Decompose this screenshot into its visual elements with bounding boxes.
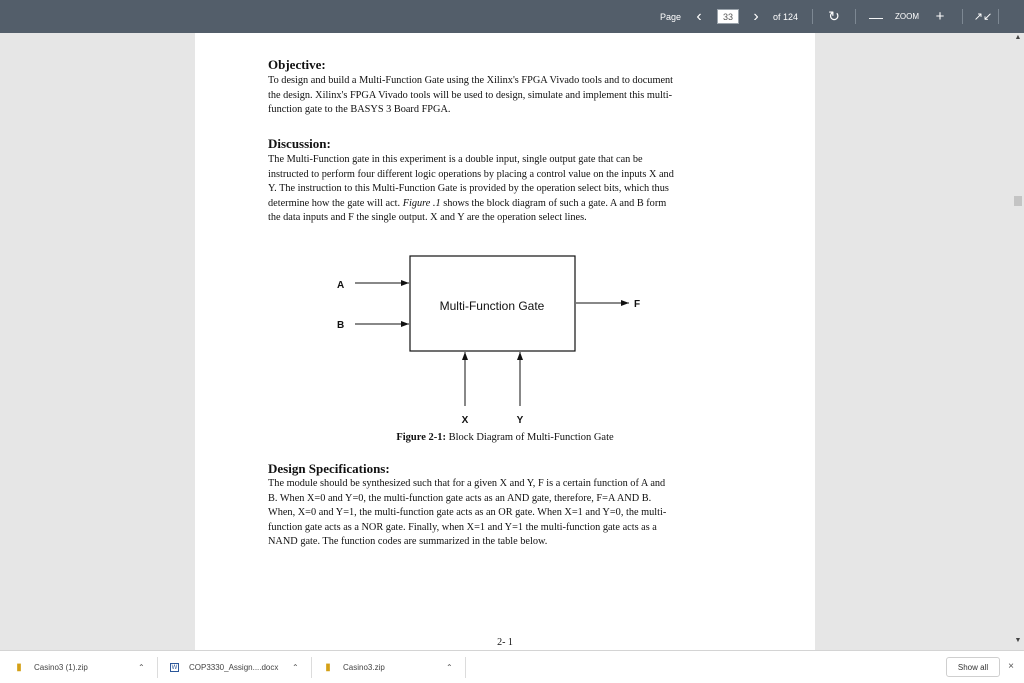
select-y-label: Y [516,415,524,426]
pdf-toolbar [0,0,1024,33]
specs-heading: Design Specifications: [268,461,390,476]
specs-line: When, X=0 and Y=1, the multi-function gate acts as an OR gate. When X=1 and Y=0, the multi- [268,507,667,519]
close-download-bar-icon[interactable]: × [1008,661,1014,672]
document-page [195,33,815,650]
caption-text: Block Diagram of Multi-Function Gate [448,432,614,443]
rotate-button[interactable] [824,0,844,33]
next-page-button[interactable] [749,0,763,33]
download-divider [311,657,312,678]
zip-file-icon: ▮ [325,662,331,673]
objective-line: To design and build a Multi-Function Gate using the Xilinx's FPGA Vivado tools and to document [268,75,674,86]
toolbar-divider [998,9,999,24]
discussion-line: the data inputs and F the single output. X and Y are the operation select lines. [268,212,587,224]
toolbar-divider [855,9,856,24]
discussion-heading: Discussion: [268,136,331,151]
download-filename: Casino3.zip [343,663,385,672]
previous-page-button[interactable] [692,0,706,33]
discussion-text: determine how the gate will act. [268,197,401,209]
zoom-label: ZOOM [895,12,919,21]
download-divider [157,657,158,678]
gate-block-label: Multi-Function Gate [439,299,545,313]
toolbar-divider [812,9,813,24]
discussion-line: The Multi-Function gate in this experiment is a double input, single output gate that can be [268,154,643,165]
discussion-line: instructed to perform four different logic operations by placing a control value on the inputs X and [268,168,674,180]
select-x-label: X [461,415,469,426]
rotate-icon: ↻ [828,8,840,24]
download-bar [0,650,1024,683]
caption-number: Figure 2-1: [396,432,446,443]
page-footer-number: 2- 1 [497,637,513,648]
download-item[interactable] [323,651,385,683]
zoom-out-button[interactable]: — [869,8,883,25]
page-label: Page [660,11,682,22]
scroll-down-button[interactable]: ▼ [1014,637,1022,644]
block-diagram [195,248,815,448]
show-all-downloads-button[interactable]: Show all [946,657,1000,677]
zip-file-icon: ▮ [16,662,22,673]
objective-paragraph [268,74,745,118]
objective-line: the design. Xilinx's FPGA Vivado tools will be used to design, simulate and implement this multi- [268,89,673,101]
download-options-chevron-icon[interactable]: ⌃ [292,663,299,672]
download-divider [465,657,466,678]
objective-heading: Objective: [268,57,326,72]
download-filename: COP3330_Assign....docx [189,663,279,672]
specs-line: The module should be synthesized such that for a given X and Y, F is a certain function of A and [268,478,666,489]
scroll-up-button[interactable]: ▲ [1014,34,1022,41]
download-options-chevron-icon[interactable]: ⌃ [138,663,145,672]
download-options-chevron-icon[interactable]: ⌃ [446,663,453,672]
toolbar-divider [962,9,963,24]
download-item[interactable] [170,651,278,683]
specs-line: function gate acts as a NOR gate. Finally, when X=1 and Y=1 the multi-function gate acts as a [268,521,657,533]
objective-line: function gate to the BASYS 3 Board FPGA. [268,104,451,116]
input-a-label: A [337,280,345,291]
scrollbar-thumb[interactable] [1014,196,1022,206]
discussion-line: Y. The instruction to this Multi-Function Gate is provided by the operation select bits, which thus [268,183,669,195]
output-f-label: F [634,299,641,310]
specs-line: B. When X=0 and Y=0, the multi-function gate acts as an AND gate, therefore, F=A AND B. [268,492,652,504]
discussion-line [268,197,745,212]
download-filename: Casino3 (1).zip [34,663,88,672]
page-number-input[interactable] [717,9,739,24]
zoom-in-button[interactable]: + [935,8,945,25]
chevron-left-icon: ‹ [696,7,702,25]
fit-to-page-button[interactable] [971,0,995,33]
download-item[interactable] [14,651,88,683]
specs-line: NAND gate. The function codes are summarized in the table below. [268,536,548,548]
specs-paragraph [268,477,745,550]
input-b-label: B [337,320,345,331]
discussion-text: shows the block diagram of such a gate. A and B form [443,197,667,209]
word-doc-icon: W [171,664,178,671]
discussion-paragraph [268,153,745,226]
figure-caption [195,432,815,443]
fit-to-page-icon: ↗↙ [973,11,993,23]
total-pages-label: of 124 [773,11,799,22]
figure-reference: Figure .1 [402,197,441,209]
chevron-right-icon: › [753,7,759,25]
